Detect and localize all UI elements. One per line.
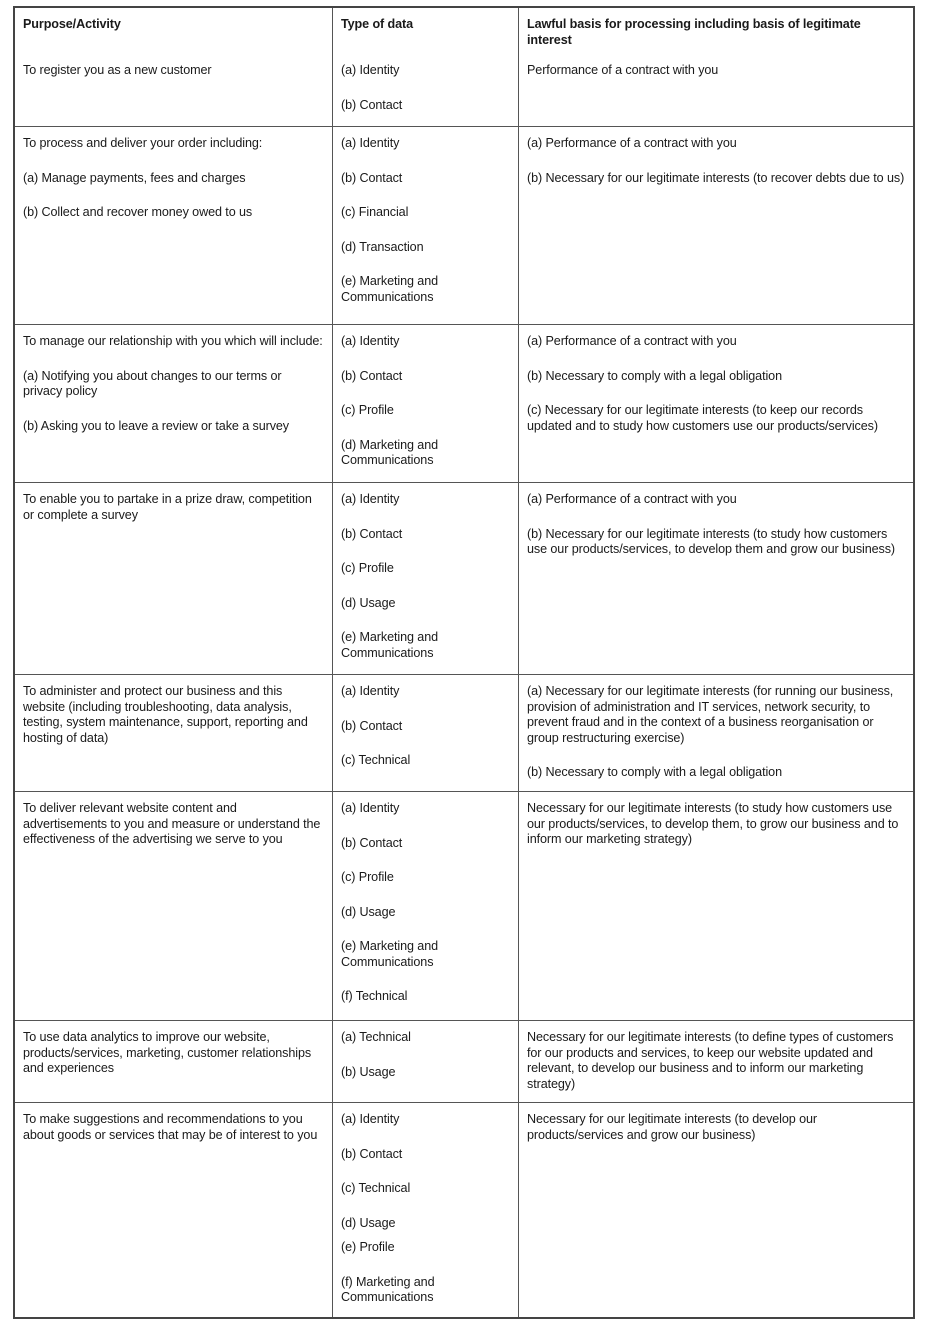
purpose-cell-paragraph: (a) Notifying you about changes to our terms or privacy policy: [23, 368, 282, 398]
table-row: [15, 54, 913, 126]
type-of-data-cell-paragraph: (b) Contact: [341, 97, 403, 112]
lawful-basis-cell: [519, 1103, 913, 1317]
type-of-data-cell: [333, 1021, 519, 1102]
type-of-data-cell: [333, 54, 519, 126]
type-of-data-cell: [333, 792, 519, 1020]
lawful-basis-cell-paragraph: (b) Necessary for our legitimate interests (to study how customers use our products/services, to develop them and grow our business): [527, 526, 896, 556]
type-of-data-cell-paragraph: (a) Identity: [341, 334, 400, 348]
type-of-data-cell-paragraph: (e) Profile: [341, 1240, 395, 1254]
purpose-cell: [15, 325, 333, 482]
lawful-basis-table: [13, 6, 915, 1319]
purpose-cell-paragraph: (a) Manage payments, fees and charges: [23, 170, 246, 185]
type-of-data-cell-paragraph: (c) Technical: [341, 1181, 411, 1195]
lawful-basis-cell: [519, 483, 913, 674]
type-of-data-cell-paragraph: (d) Usage: [341, 904, 396, 919]
header-purpose: Purpose/Activity: [15, 8, 333, 54]
table-row: [15, 126, 913, 324]
type-of-data-cell-paragraph: (a) Identity: [341, 1112, 400, 1126]
type-of-data-cell-paragraph: (a) Identity: [341, 136, 400, 150]
type-of-data-cell-paragraph: (f) Marketing and Communications: [341, 1274, 435, 1304]
purpose-cell-paragraph: To make suggestions and recommendations to you about goods or services that may be of interest to you: [23, 1112, 318, 1142]
lawful-basis-cell-paragraph: (a) Necessary for our legitimate interests (for running our business, provision of administration and IT services, network security, to prevent fraud and in the context of a business reorganisation or group restructuring exercise): [527, 684, 894, 745]
type-of-data-cell-paragraph: (a) Identity: [341, 684, 400, 698]
type-of-data-cell-paragraph: (c) Profile: [341, 403, 394, 417]
type-of-data-cell-paragraph: (a) Identity: [341, 492, 400, 506]
lawful-basis-cell-paragraph: (b) Necessary to comply with a legal obligation: [527, 765, 782, 779]
type-of-data-cell-paragraph: (e) Marketing and Communications: [341, 939, 438, 969]
purpose-cell-paragraph: (b) Asking you to leave a review or take a survey: [23, 418, 289, 433]
lawful-basis-cell-paragraph: (b) Necessary for our legitimate interests (to recover debts due to us): [527, 170, 905, 185]
purpose-cell-paragraph: To process and deliver your order including:: [23, 136, 263, 150]
type-of-data-cell-paragraph: (b) Contact: [341, 170, 403, 185]
lawful-basis-cell-paragraph: (b) Necessary to comply with a legal obligation: [527, 368, 782, 383]
table-row: [15, 791, 913, 1020]
lawful-basis-cell: [519, 1021, 913, 1102]
lawful-basis-cell-paragraph: Necessary for our legitimate interests (to study how customers use our products/services, to develop them, to grow our business and to inform our marketing strategy): [527, 801, 899, 846]
lawful-basis-cell-paragraph: Necessary for our legitimate interests (to develop our products/services and grow our business): [527, 1112, 817, 1142]
lawful-basis-cell-paragraph: (a) Performance of a contract with you: [527, 334, 737, 348]
lawful-basis-cell-paragraph: Necessary for our legitimate interests (to define types of customers for our products and services, to keep our website updated and relevant, to develop our business and to inform our marketing strategy): [527, 1030, 894, 1091]
table-row: [15, 1102, 913, 1317]
purpose-cell-paragraph: To enable you to partake in a prize draw, competition or complete a survey: [23, 492, 312, 522]
purpose-cell: [15, 675, 333, 791]
lawful-basis-cell: [519, 792, 913, 1020]
type-of-data-cell: [333, 127, 519, 324]
type-of-data-cell-paragraph: (a) Identity: [341, 801, 400, 815]
purpose-cell: [15, 483, 333, 674]
type-of-data-cell-paragraph: (d) Transaction: [341, 239, 424, 254]
table-row: [15, 1020, 913, 1102]
type-of-data-cell-paragraph: (e) Marketing and Communications: [341, 630, 438, 660]
type-of-data-cell-paragraph: (c) Technical: [341, 753, 411, 767]
purpose-cell-paragraph: To use data analytics to improve our website, products/services, marketing, customer relationships and experiences: [23, 1030, 312, 1075]
table-row: [15, 674, 913, 791]
type-of-data-cell: [333, 483, 519, 674]
lawful-basis-cell: [519, 325, 913, 482]
type-of-data-cell-paragraph: (a) Identity: [341, 63, 400, 77]
purpose-cell: [15, 54, 333, 126]
purpose-cell-paragraph: To manage our relationship with you which will include:: [23, 334, 323, 348]
lawful-basis-cell: [519, 675, 913, 791]
type-of-data-cell-paragraph: (b) Contact: [341, 368, 403, 383]
table-row: [15, 482, 913, 674]
table-row: [15, 324, 913, 482]
type-of-data-cell: [333, 675, 519, 791]
type-of-data-cell-paragraph: (d) Marketing and Communications: [341, 437, 438, 467]
type-of-data-cell-paragraph: (d) Usage: [341, 1215, 396, 1230]
purpose-cell-paragraph: To deliver relevant website content and advertisements to you and measure or understand the effectiveness of the advertising we serve to you: [23, 801, 321, 846]
purpose-cell: [15, 1103, 333, 1317]
table-header-row: [15, 8, 913, 54]
purpose-cell: [15, 792, 333, 1020]
type-of-data-cell-paragraph: (c) Profile: [341, 561, 394, 575]
lawful-basis-cell: [519, 127, 913, 324]
type-of-data-cell-paragraph: (e) Marketing and Communications: [341, 274, 438, 304]
purpose-cell-paragraph: To register you as a new customer: [23, 63, 212, 77]
lawful-basis-cell-paragraph: (a) Performance of a contract with you: [527, 492, 737, 506]
lawful-basis-cell-paragraph: (a) Performance of a contract with you: [527, 136, 737, 150]
purpose-cell-paragraph: (b) Collect and recover money owed to us: [23, 205, 253, 219]
type-of-data-cell-paragraph: (b) Usage: [341, 1064, 396, 1079]
purpose-cell: [15, 1021, 333, 1102]
type-of-data-cell-paragraph: (c) Financial: [341, 205, 409, 219]
type-of-data-cell-paragraph: (b) Contact: [341, 1146, 403, 1161]
lawful-basis-cell-paragraph: Performance of a contract with you: [527, 63, 719, 77]
type-of-data-cell-paragraph: (b) Contact: [341, 526, 403, 541]
type-of-data-cell-paragraph: (b) Contact: [341, 718, 403, 733]
header-type-of-data: Type of data: [333, 8, 519, 54]
type-of-data-cell-paragraph: (c) Profile: [341, 870, 394, 884]
type-of-data-cell-paragraph: (d) Usage: [341, 595, 396, 610]
type-of-data-cell-paragraph: (a) Technical: [341, 1030, 411, 1044]
type-of-data-cell-paragraph: (f) Technical: [341, 989, 408, 1003]
type-of-data-cell: [333, 1103, 519, 1317]
type-of-data-cell: [333, 325, 519, 482]
lawful-basis-cell: [519, 54, 913, 126]
header-lawful-basis: Lawful basis for processing including basis of legitimate interest: [527, 17, 861, 47]
lawful-basis-cell-paragraph: (c) Necessary for our legitimate interests (to keep our records updated and to study how customers use our products/services): [527, 403, 878, 433]
type-of-data-cell-paragraph: (b) Contact: [341, 835, 403, 850]
purpose-cell: [15, 127, 333, 324]
purpose-cell-paragraph: To administer and protect our business and this website (including troubleshooting, data analysis, testing, system maintenance, support, reporting and hosting of data): [23, 684, 308, 745]
